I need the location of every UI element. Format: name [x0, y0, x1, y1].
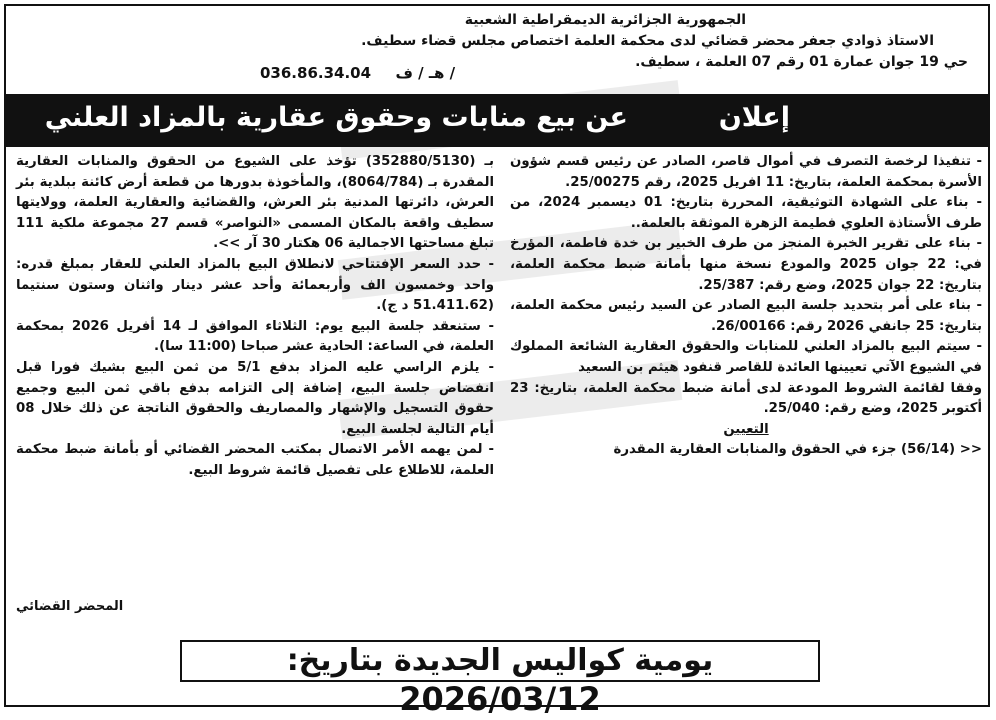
header-bailiff: الاستاذ ذوادي جعفر محضر قضائي لدى محكمة العلمة اختصاص مجلس قضاء سطيف. — [361, 33, 934, 49]
header-phone-label: هـ / ف / — [395, 64, 456, 82]
banner-announcement-label: إعلان — [718, 102, 790, 133]
designation-heading: التعيين — [723, 421, 769, 437]
right-paragraph-7: << (56/14) جزء في الحقوق والمنابات العقارية المقدرة — [613, 442, 982, 458]
left-paragraph-5: - لمن يهمه الأمر الاتصال بمكتب المحضر القضائي أو بأمانة ضبط محكمة العلمة، للاطلاع على تفصيل قائمة شروط البيع. — [16, 442, 494, 478]
header-republic: الجمهورية الجزائرية الديمقراطية الشعبية — [464, 12, 746, 28]
publication-footer — [180, 640, 820, 718]
header-phone-row — [260, 64, 455, 82]
right-column — [510, 152, 982, 461]
title-banner — [6, 94, 988, 147]
right-paragraph-6: وفقا لقائمة الشروط المودعة لدى أمانة ضبط محكمة العلمة، بتاريخ: 23 أكتوبر 2025، وضع رقم: 25/040. — [510, 380, 982, 417]
right-paragraph-4: - بناء على أمر بتحديد جلسة البيع الصادر عن السيد رئيس محكمة العلمة، بتاريخ: 25 جانفي 2026 رقم: 26/00166. — [510, 298, 982, 334]
right-paragraph-5: - سيتم البيع بالمزاد العلني للمنابات والحقوق العقارية الشائعة المملوك في الشيوع الآتي تعيينها العائدة للقاصر قنفود هيثم بن السعيد — [510, 339, 982, 375]
right-paragraph-1: - تنفيذا لرخصة التصرف في أموال قاصر، الصادر عن رئيس قسم شؤون الأسرة بمحكمة العلمة، بتاريخ: 11 افريل 2025، رقم 25/00275. — [510, 154, 982, 190]
left-column — [16, 152, 494, 482]
footer-date: 2026/03/12 — [399, 680, 601, 718]
right-paragraph-2: - بناء على الشهادة التوثيقية، المحررة بتاريخ: 01 ديسمبر 2024، من طرف الأستاذة العلوي فطيمة الزهرة الموثقة بالعلمة.. — [510, 195, 982, 231]
signature-label: المحضر القضائي — [16, 599, 124, 614]
header-address: حي 19 جوان عمارة 01 رقم 07 العلمة ، سطيف. — [635, 54, 968, 70]
banner-title: عن بيع منابات وحقوق عقارية بالمزاد العلني — [44, 102, 628, 133]
header-phone: 036.86.34.04 — [260, 64, 372, 82]
left-paragraph-1: بـ (352880/5130) تؤخذ على الشيوع من الحقوق والمنابات العقارية المقدرة بـ (8064/784)، والمأخوذة بدورها من قطعة أرض كائنة ببلدية بئر العرش، دائرتها المدنية بئر العرش، والقضائية والعقارية العلمة، وولايتها سطيف واقعة بالمكان المسمى «النواصر» قسم 27 مجموعة ملكية 111 تبلغ مساحتها الاجمالية 06 هكتار 30 آر >>. — [16, 154, 494, 252]
left-paragraph-2: - حدد السعر الإفتتاحي لانطلاق البيع بالمزاد العلني للعقار بمبلغ قدره: واحد وخمسون الف وأربعمائة وأحد عشر دينار واثنان وستون سنتيما (51.411.62 د ج). — [16, 256, 494, 314]
footer-text: يومية كواليس الجديدة بتاريخ: — [286, 643, 714, 678]
left-paragraph-3: - ستنعقد جلسة البيع يوم: الثلاثاء الموافق لـ 14 أفريل 2026 بمحكمة العلمة، في الساعة: الحادية عشر صباحا (11:00 سا). — [16, 318, 494, 355]
right-paragraph-3: - بناء على تقرير الخبرة المنجز من طرف الخبير بن خدة فاطمة، المؤرخ في: 22 جوان 2025 والمودع نسخة منها بأمانة ضبط محكمة العلمة، بتاريخ: 22 جوان 2025، وضع رقم: 25/387. — [510, 236, 982, 293]
left-paragraph-4: - يلزم الراسي عليه المزاد بدفع 5/1 من ثمن البيع بشيك فورا قبل انفضاض جلسة البيع، إضافة إلى التزامه بدفع باقي ثمن البيع وجميع حقوق التسجيل والإشهار والمصاريف والحقوق الناتجة عن ذلك خلال 08 أيام التالية لجلسة البيع. — [16, 359, 494, 437]
